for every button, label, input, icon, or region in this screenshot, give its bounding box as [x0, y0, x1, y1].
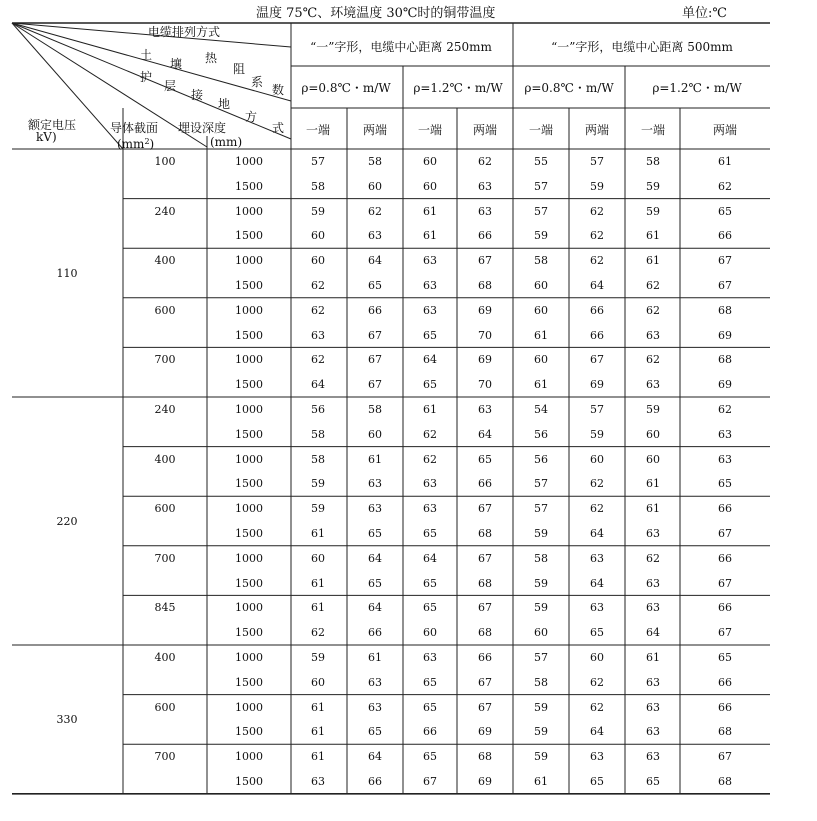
temperature-cell: 61: [311, 601, 325, 615]
temperature-cell: 67: [478, 675, 492, 689]
depth-cell: 1000: [235, 651, 263, 664]
temperature-cell: 63: [646, 601, 660, 615]
temperature-cell: 61: [311, 576, 325, 590]
temperature-cell: 68: [478, 750, 492, 764]
temperature-cell: 57: [534, 502, 548, 516]
temperature-cell: 59: [534, 725, 548, 739]
header-depth-label: 埋设深度: [178, 121, 227, 135]
depth-cell: 1500: [235, 427, 263, 441]
temperature-cell: 67: [368, 328, 382, 342]
header-rho: ρ=0.8℃・m/W: [301, 81, 391, 95]
temperature-cell: 67: [478, 601, 492, 615]
temperature-cell: 67: [718, 527, 732, 540]
temperature-cell: 62: [311, 353, 325, 367]
voltage-cell: 330: [56, 713, 78, 727]
header-end: 两端: [362, 123, 388, 137]
temperature-cell: 61: [423, 229, 437, 243]
temperature-cell: 64: [590, 527, 604, 540]
temperature-cell: 62: [423, 427, 437, 441]
temperature-cell: 62: [590, 229, 604, 243]
depth-cell: 1000: [235, 155, 263, 168]
cross-section-cell: 700: [154, 353, 176, 367]
temperature-cell: 65: [368, 576, 382, 590]
cross-section-cell: 400: [154, 651, 176, 664]
temperature-cell: 60: [423, 179, 437, 193]
temperature-cell: 59: [311, 651, 325, 664]
temperature-cell: 63: [718, 427, 732, 441]
temperature-cell: 59: [311, 204, 325, 218]
cross-section-cell: 600: [154, 502, 176, 516]
cross-section-cell: 600: [154, 303, 176, 317]
temperature-cell: 62: [311, 279, 325, 292]
temperature-cell: 69: [478, 725, 492, 739]
temperature-cell: 60: [534, 303, 548, 317]
temperature-cell: 57: [311, 155, 325, 168]
temperature-cell: 58: [368, 155, 382, 168]
temperature-cell: 69: [478, 303, 492, 317]
temperature-cell: 65: [423, 328, 437, 342]
temperature-cell: 62: [718, 179, 732, 193]
header-depth-unit: (mm): [210, 135, 243, 149]
temperature-cell: 61: [646, 229, 660, 243]
temperature-cell: 63: [368, 700, 382, 714]
header-soil-char: 阻: [233, 62, 246, 76]
temperature-cell: 61: [368, 651, 382, 664]
temperature-cell: 60: [646, 427, 660, 441]
temperature-cell: 62: [590, 254, 604, 268]
temperature-cell: 61: [718, 155, 732, 168]
header-rho: ρ=0.8℃・m/W: [524, 81, 614, 95]
depth-cell: 1500: [235, 527, 263, 540]
temperature-cell: 63: [368, 675, 382, 689]
temperature-cell: 57: [534, 477, 548, 491]
temperature-cell: 63: [646, 750, 660, 764]
depth-cell: 1500: [235, 675, 263, 689]
temperature-cell: 57: [534, 204, 548, 218]
temperature-cell: 58: [311, 452, 325, 466]
temperature-cell: 60: [534, 626, 548, 640]
header-rho: ρ=1.2℃・m/W: [652, 81, 742, 95]
temperature-cell: 58: [311, 427, 325, 441]
temperature-cell: 65: [718, 477, 732, 491]
header-end: 一端: [640, 123, 666, 137]
temperature-cell: 68: [718, 353, 732, 367]
temperature-cell: 60: [423, 626, 437, 640]
temperature-cell: 63: [590, 601, 604, 615]
temperature-cell: 66: [368, 303, 382, 317]
header-sheath-char: 接: [191, 88, 204, 102]
cross-section-cell: 400: [154, 452, 176, 466]
temperature-cell: 66: [478, 229, 492, 243]
temperature-cell: 61: [311, 700, 325, 714]
temperature-cell: 66: [368, 626, 382, 640]
depth-cell: 1500: [235, 477, 263, 491]
unit-label: 单位:℃: [682, 6, 727, 21]
cross-section-cell: 100: [154, 155, 176, 168]
temperature-cell: 66: [423, 725, 437, 739]
temperature-cell: 56: [534, 427, 548, 441]
header-end: 两端: [712, 123, 738, 137]
cross-section-cell: 400: [154, 254, 176, 268]
temperature-cell: 63: [368, 229, 382, 243]
depth-cell: 1500: [235, 229, 263, 243]
temperature-cell: 62: [646, 353, 660, 367]
header-rho: ρ=1.2℃・m/W: [413, 81, 503, 95]
header-soil-char: 热: [205, 51, 218, 65]
temperature-cell: 67: [368, 353, 382, 367]
depth-cell: 1500: [235, 576, 263, 590]
temperature-cell: 64: [423, 551, 437, 565]
temperature-cell: 62: [646, 303, 660, 317]
temperature-cell: 61: [423, 403, 437, 416]
temperature-cell: 65: [646, 775, 660, 788]
temperature-cell: 65: [718, 204, 732, 218]
temperature-cell: 68: [718, 775, 732, 788]
temperature-cell: 67: [718, 576, 732, 590]
temperature-cell: 58: [534, 551, 548, 565]
temperature-cell: 60: [311, 675, 325, 689]
header-spacing-250: “一”字形，电缆中心距离 250mm: [310, 40, 492, 54]
temperature-cell: 63: [646, 725, 660, 739]
temperature-cell: 67: [718, 279, 732, 292]
temperature-cell: 65: [368, 279, 382, 292]
depth-cell: 1000: [235, 452, 263, 466]
header-voltage-unit: kV): [36, 130, 57, 144]
temperature-cell: 59: [646, 179, 660, 193]
temperature-cell: 65: [423, 378, 437, 392]
voltage-cell: 110: [56, 267, 78, 280]
temperature-cell: 63: [423, 477, 437, 491]
temperature-cell: 64: [590, 725, 604, 739]
depth-cell: 1500: [235, 775, 263, 788]
temperature-cell: 62: [646, 551, 660, 565]
temperature-cell: 58: [311, 179, 325, 193]
cross-section-cell: 600: [154, 700, 176, 714]
temperature-cell: 63: [423, 303, 437, 317]
temperature-cell: 62: [311, 626, 325, 640]
temperature-cell: 63: [478, 179, 492, 193]
temperature-cell: 67: [368, 378, 382, 392]
temperature-cell: 60: [311, 551, 325, 565]
header-sheath-char: 层: [164, 79, 177, 93]
temperature-cell: 68: [478, 279, 492, 292]
header-end: 一端: [305, 123, 331, 137]
cross-section-cell: 240: [154, 204, 176, 218]
temperature-cell: 65: [368, 725, 382, 739]
temperature-cell: 62: [718, 403, 732, 416]
temperature-cell: 61: [646, 254, 660, 268]
temperature-cell: 63: [311, 775, 325, 788]
depth-cell: 1500: [235, 328, 263, 342]
voltage-cell: 220: [56, 515, 78, 528]
temperature-cell: 66: [718, 700, 732, 714]
temperature-cell: 60: [534, 279, 548, 292]
temperature-cell: 65: [423, 700, 437, 714]
temperature-cell: 56: [534, 452, 548, 466]
depth-cell: 1000: [235, 303, 263, 317]
temperature-cell: 63: [423, 254, 437, 268]
temperature-cell: 59: [534, 229, 548, 243]
temperature-cell: 69: [478, 775, 492, 788]
temperature-cell: 67: [423, 775, 437, 788]
temperature-cell: 65: [423, 576, 437, 590]
temperature-cell: 67: [478, 502, 492, 516]
temperature-cell: 65: [423, 601, 437, 615]
header-end: 两端: [584, 123, 610, 137]
temperature-cell: 65: [478, 452, 492, 466]
temperature-cell: 69: [590, 378, 604, 392]
temperature-cell: 63: [646, 576, 660, 590]
temperature-cell: 63: [423, 502, 437, 516]
temperature-cell: 64: [368, 750, 382, 764]
header-sheath-char: 式: [272, 121, 285, 135]
depth-cell: 1000: [235, 551, 263, 565]
cross-section-cell: 240: [154, 403, 176, 416]
depth-cell: 1000: [235, 601, 263, 615]
temperature-cell: 63: [590, 551, 604, 565]
temperature-cell: 61: [534, 378, 548, 392]
depth-cell: 1000: [235, 204, 263, 218]
temperature-cell: 59: [646, 204, 660, 218]
depth-cell: 1000: [235, 502, 263, 516]
temperature-cell: 63: [646, 675, 660, 689]
temperature-cell: 59: [590, 427, 604, 441]
cross-section-cell: 845: [154, 601, 176, 615]
temperature-cell: 64: [478, 427, 492, 441]
temperature-cell: 60: [311, 254, 325, 268]
temperature-cell: 64: [311, 378, 325, 392]
temperature-cell: 68: [478, 576, 492, 590]
header-cross-section-label: 导体截面: [110, 121, 159, 135]
temperature-cell: 69: [718, 378, 732, 392]
temperature-cell: 59: [590, 179, 604, 193]
temperature-cell: 67: [718, 626, 732, 640]
temperature-cell: 58: [368, 403, 382, 416]
temperature-cell: 64: [423, 353, 437, 367]
temperature-cell: 61: [368, 452, 382, 466]
temperature-cell: 62: [311, 303, 325, 317]
temperature-cell: 61: [311, 725, 325, 739]
temperature-cell: 62: [590, 700, 604, 714]
temperature-cell: 61: [534, 328, 548, 342]
temperature-cell: 63: [423, 279, 437, 292]
depth-cell: 1500: [235, 179, 263, 193]
temperature-cell: 60: [646, 452, 660, 466]
temperature-cell: 67: [718, 750, 732, 764]
temperature-cell: 67: [590, 353, 604, 367]
temperature-cell: 64: [590, 279, 604, 292]
temperature-cell: 61: [646, 651, 660, 664]
temperature-cell: 60: [368, 427, 382, 441]
temperature-cell: 61: [311, 527, 325, 540]
temperature-cell: 66: [718, 502, 732, 516]
temperature-cell: 68: [478, 626, 492, 640]
cross-section-cell: 700: [154, 750, 176, 764]
temperature-cell: 66: [718, 601, 732, 615]
depth-cell: 1000: [235, 353, 263, 367]
temperature-cell: 62: [646, 279, 660, 292]
header-sheath-char: 地: [218, 97, 231, 111]
temperature-cell: 65: [718, 651, 732, 664]
header-arrangement-label: 电缆排列方式: [148, 25, 221, 39]
temperature-cell: 69: [478, 353, 492, 367]
temperature-cell: 64: [368, 254, 382, 268]
depth-cell: 1500: [235, 626, 263, 640]
temperature-cell: 60: [590, 452, 604, 466]
temperature-cell: 57: [534, 651, 548, 664]
temperature-cell: 63: [368, 502, 382, 516]
temperature-cell: 65: [423, 527, 437, 540]
temperature-cell: 66: [478, 651, 492, 664]
depth-cell: 1000: [235, 750, 263, 764]
temperature-cell: 64: [368, 551, 382, 565]
cross-section-cell: 700: [154, 551, 176, 565]
temperature-cell: 65: [368, 527, 382, 540]
temperature-cell: 59: [534, 576, 548, 590]
temperature-cell: 61: [534, 775, 548, 788]
temperature-cell: 59: [534, 700, 548, 714]
temperature-cell: 66: [718, 551, 732, 565]
temperature-cell: 66: [590, 303, 604, 317]
temperature-cell: 66: [718, 675, 732, 689]
depth-cell: 1000: [235, 254, 263, 268]
header-end: 两端: [472, 123, 498, 137]
temperature-cell: 61: [423, 204, 437, 218]
temperature-cell: 63: [311, 328, 325, 342]
header-sheath-char: 方: [245, 110, 258, 124]
temperature-cell: 61: [646, 477, 660, 491]
temperature-cell: 63: [423, 651, 437, 664]
temperature-cell: 60: [368, 179, 382, 193]
depth-cell: 1000: [235, 403, 263, 416]
temperature-cell: 62: [478, 155, 492, 168]
temperature-cell: 57: [590, 155, 604, 168]
temperature-cell: 66: [368, 775, 382, 788]
temperature-cell: 61: [311, 750, 325, 764]
temperature-cell: 65: [590, 775, 604, 788]
temperature-cell: 59: [311, 477, 325, 491]
temperature-cell: 64: [590, 576, 604, 590]
temperature-cell: 64: [646, 626, 660, 640]
temperature-cell: 62: [590, 204, 604, 218]
temperature-cell: 62: [590, 502, 604, 516]
header-voltage-label: 额定电压: [28, 118, 77, 132]
temperature-cell: 55: [534, 155, 548, 168]
temperature-cell: 63: [646, 527, 660, 540]
temperature-cell: 60: [311, 229, 325, 243]
header-end: 一端: [417, 123, 443, 137]
temperature-cell: 69: [718, 328, 732, 342]
temperature-cell: 68: [718, 725, 732, 739]
temperature-cell: 70: [478, 328, 492, 342]
header-cross-section-unit: $(mm^2)$: [117, 137, 155, 151]
header-sheath-char: 护: [140, 70, 153, 84]
temperature-cell: 67: [718, 254, 732, 268]
temperature-cell: 63: [590, 750, 604, 764]
temperature-cell: 68: [718, 303, 732, 317]
temperature-cell: 63: [368, 477, 382, 491]
depth-cell: 1500: [235, 279, 263, 292]
temperature-cell: 63: [718, 452, 732, 466]
header-soil-char: 土: [140, 48, 153, 62]
table-title: 温度 75℃、环境温度 30℃时的铜带温度: [256, 6, 496, 21]
temperature-cell: 57: [534, 179, 548, 193]
temperature-cell: 63: [478, 403, 492, 416]
header-soil-char: 系: [251, 75, 264, 89]
temperature-cell: 56: [311, 403, 325, 416]
depth-cell: 1500: [235, 378, 263, 392]
temperature-cell: 60: [590, 651, 604, 664]
temperature-cell: 66: [478, 477, 492, 491]
temperature-cell: 65: [590, 626, 604, 640]
temperature-cell: 61: [646, 502, 660, 516]
temperature-cell: 70: [478, 378, 492, 392]
temperature-cell: 66: [718, 229, 732, 243]
temperature-cell: 60: [534, 353, 548, 367]
temperature-cell: 54: [534, 403, 548, 416]
temperature-cell: 68: [478, 527, 492, 540]
temperature-cell: 67: [478, 254, 492, 268]
temperature-cell: 67: [478, 700, 492, 714]
temperature-cell: 67: [478, 551, 492, 565]
temperature-cell: 59: [534, 750, 548, 764]
temperature-cell: 59: [534, 601, 548, 615]
temperature-cell: 60: [423, 155, 437, 168]
temperature-cell: 62: [423, 452, 437, 466]
header-end: 一端: [528, 123, 554, 137]
header-spacing-500: “一”字形，电缆中心距离 500mm: [551, 40, 733, 54]
temperature-cell: 57: [590, 403, 604, 416]
temperature-cell: 63: [646, 378, 660, 392]
temperature-cell: 58: [534, 254, 548, 268]
header-soil-char: 壤: [170, 57, 183, 71]
temperature-cell: 59: [311, 502, 325, 516]
temperature-cell: 62: [590, 675, 604, 689]
depth-cell: 1000: [235, 700, 263, 714]
temperature-cell: 64: [368, 601, 382, 615]
temperature-cell: 65: [423, 675, 437, 689]
temperature-cell: 66: [590, 328, 604, 342]
temperature-cell: 59: [534, 527, 548, 540]
temperature-cell: 63: [646, 328, 660, 342]
temperature-cell: 63: [478, 204, 492, 218]
temperature-cell: 58: [534, 675, 548, 689]
depth-cell: 1500: [235, 725, 263, 739]
temperature-cell: 65: [423, 750, 437, 764]
temperature-cell: 62: [368, 204, 382, 218]
temperature-cell: 58: [646, 155, 660, 168]
temperature-cell: 62: [590, 477, 604, 491]
temperature-cell: 63: [646, 700, 660, 714]
temperature-cell: 59: [646, 403, 660, 416]
header-soil-char: 数: [272, 83, 285, 97]
